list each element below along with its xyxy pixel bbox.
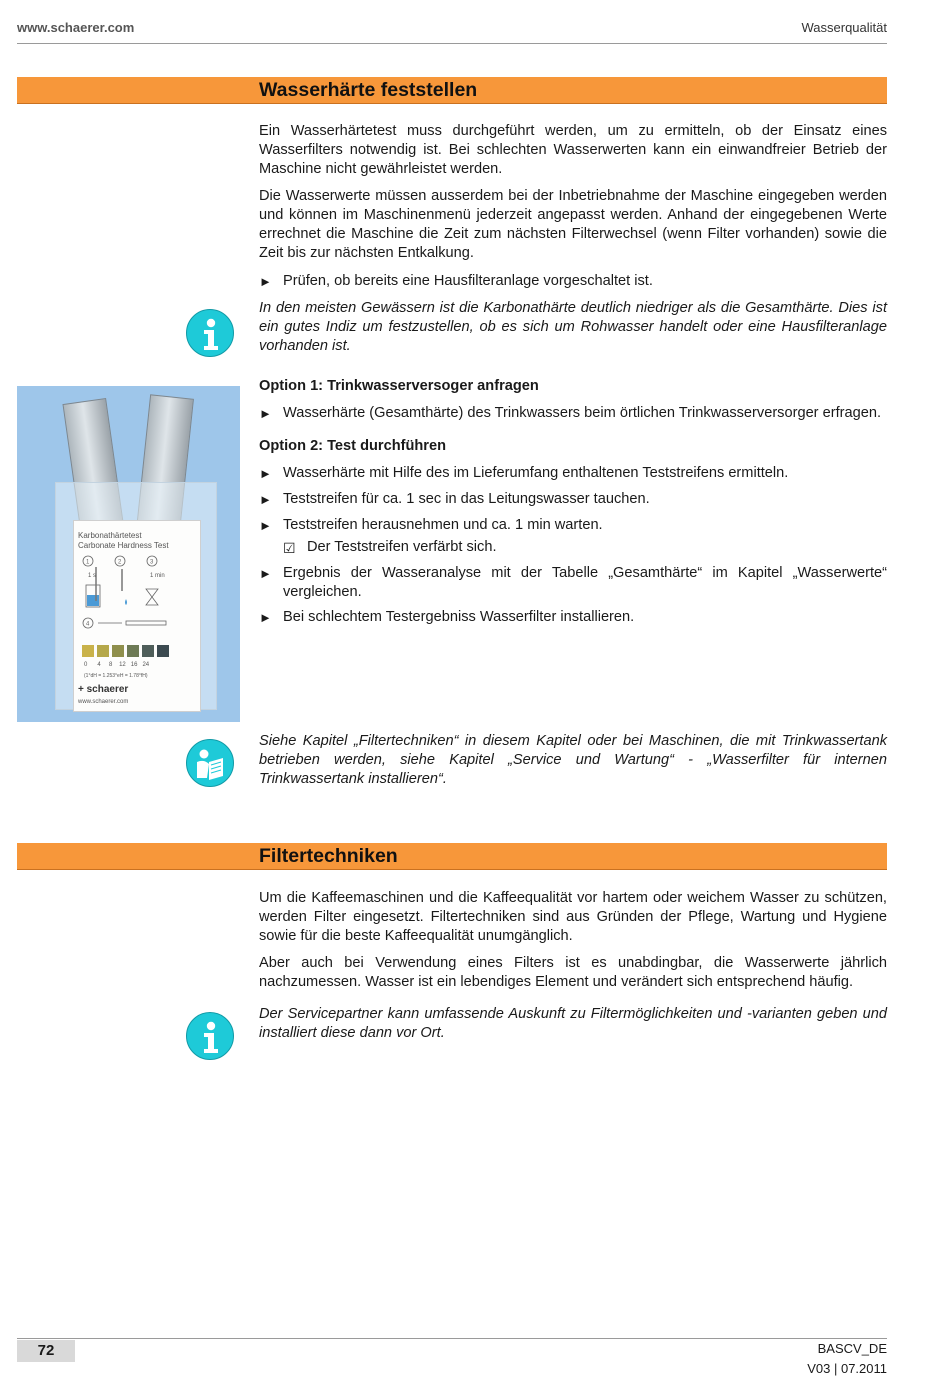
step-text: Wasserhärte (Gesamthärte) des Trinkwassers beim örtlichen Trinkwasserversorger erfragen. (283, 405, 882, 421)
step-item (259, 490, 887, 509)
color-swatch (112, 645, 124, 657)
step-arrow-icon: ► (259, 566, 272, 581)
option2-heading: Option 2: Test durchführen (259, 438, 447, 454)
scale-label: 8 (109, 662, 113, 668)
section-title-filtertechniken: Filtertechniken (259, 845, 398, 867)
footer-divider (17, 1338, 887, 1339)
document-version: V03 | 07.2011 (807, 1361, 887, 1376)
paragraph: Aber auch bei Verwendung eines Filters ist es unabdingbar, die Wasserwerte jährlich nachzumessen. Wasser ist ein lebendiges Element und verändert sich entsprechend häufig. (259, 955, 887, 990)
result-item (259, 538, 887, 557)
step-arrow-icon: ► (259, 518, 272, 533)
header-website: www.schaerer.com (17, 20, 135, 35)
step-arrow-icon: ► (259, 274, 272, 289)
reference-text (259, 732, 887, 789)
color-swatch (157, 645, 169, 657)
step-text: Teststreifen für ca. 1 sec in das Leitungswasser tauchen. (283, 491, 650, 507)
step-text: Teststreifen herausnehmen und ca. 1 min warten. (283, 517, 603, 533)
result-text: Der Teststreifen verfärbt sich. (307, 539, 497, 555)
step-arrow-icon: ► (259, 610, 272, 625)
scale-label: 0 (84, 662, 88, 668)
info-note: Der Servicepartner kann umfassende Auskunft zu Filtermöglichkeiten und -varianten geben und installiert diese dann vor Ort. (259, 1006, 887, 1041)
scale-label: 16 (130, 662, 138, 668)
read-manual-icon (186, 739, 234, 787)
section-heading-bar (17, 77, 887, 104)
svg-text:3: 3 (150, 559, 154, 566)
step-item (259, 516, 887, 535)
info-note: In den meisten Gewässern ist die Karbonathärte deutlich niedriger als die Gesamthärte. Dies ist ein gutes Indiz um festzustellen, ob es sich um Rohwasser handelt oder eine Hausfilteranlage vorhanden ist. (259, 300, 887, 354)
step-text: Wasserhärte mit Hilfe des im Lieferumfang enthaltenen Teststreifens ermitteln. (283, 465, 789, 481)
reference-note: Siehe Kapitel „Filtertechniken“ in diesem Kapitel oder bei Maschinen, die mit Trinkwassertank betrieben werden, siehe Kapitel „Service und Wartung“ - „Wasserfilter für internen Trinkwassertank installieren“. (259, 733, 887, 787)
color-swatch (82, 645, 94, 657)
options-text (259, 377, 887, 627)
step-item (259, 272, 887, 291)
header-section: Wasserqualität (801, 20, 887, 35)
info-icon (186, 309, 234, 357)
time-1s: 1 s (88, 573, 97, 579)
card-title-de: Karbonathärtetest (78, 531, 142, 540)
scale-label: 12 (119, 662, 126, 668)
header-divider (17, 43, 887, 44)
color-swatch (127, 645, 139, 657)
hardness-conversion: (1°dH = 1.253°eH = 1.78°fH) (84, 673, 148, 679)
intro-text (259, 122, 887, 356)
option1-heading: Option 1: Trinkwasserversoger anfragen (259, 378, 539, 394)
scale-label: 24 (142, 662, 150, 668)
color-swatch (142, 645, 154, 657)
test-card (73, 520, 201, 712)
svg-text:4: 4 (86, 621, 90, 628)
checkbox-checked-icon: ☑ (283, 540, 296, 556)
section-title-wasserhaerte: Wasserhärte feststellen (259, 79, 478, 101)
card-url: www.schaerer.com (78, 699, 129, 705)
paragraph: Die Wasserwerte müssen ausserdem bei der Inbetriebnahme der Maschine eingegeben werden und können im Maschinenmenü jederzeit angepasst werden. Anhand der eingegebenen Werte errechnet die Maschine die Zeit zum nächsten Filterwechsel (wenn Filter vorhanden) sowie die Zeit bis zur nächsten Entkalkung. (259, 188, 887, 261)
brand-logo: + schaerer (78, 684, 129, 695)
step-arrow-icon: ► (259, 492, 272, 507)
scale-labels (84, 660, 149, 670)
card-title-en: Carbonate Hardness Test (78, 541, 169, 550)
step-arrow-icon: ► (259, 466, 272, 481)
document-id: BASCV_DE (817, 1341, 887, 1356)
step-item (259, 404, 887, 423)
section-heading-bar (17, 843, 887, 870)
step-item (259, 464, 887, 483)
step-arrow-icon: ► (259, 406, 272, 421)
instruction-diagram (78, 555, 196, 635)
color-swatch (97, 645, 109, 657)
scale-label: 4 (97, 662, 101, 668)
brand-name: schaerer (86, 684, 129, 695)
step-item (259, 564, 887, 602)
paragraph: Ein Wasserhärtetest muss durchgeführt werden, um zu ermitteln, ob der Einsatz eines Wasserfilters notwendig ist. Bei schlechten Wasserwerten kann ein einwandfreier Betrieb der Maschine nicht gewährleistet werden. (259, 123, 887, 177)
filter-text (259, 889, 887, 1043)
page-number: 72 (17, 1340, 75, 1362)
time-1min: 1 min (150, 573, 165, 579)
step-item (259, 608, 887, 627)
svg-text:1: 1 (86, 559, 90, 566)
step-text: Prüfen, ob bereits eine Hausfilteranlage vorgeschaltet ist. (283, 273, 653, 289)
step-text: Ergebnis der Wasseranalyse mit der Tabelle „Gesamthärte“ im Kapitel „Wasserwerte“ vergleichen. (283, 565, 887, 600)
test-strip-photo (17, 386, 240, 722)
svg-text:2: 2 (118, 559, 122, 566)
info-icon (186, 1012, 234, 1060)
paragraph: Um die Kaffeemaschinen und die Kaffeequalität vor hartem oder weichem Wasser zu schützen, werden Filter eingesetzt. Filtertechniken sind aus Gründen der Pflege, Wartung und Hygiene sowie für die beste Kaffeequalität unumgänglich. (259, 890, 887, 944)
color-scale (82, 645, 172, 660)
step-text: Bei schlechtem Testergebniss Wasserfilter installieren. (283, 609, 635, 625)
